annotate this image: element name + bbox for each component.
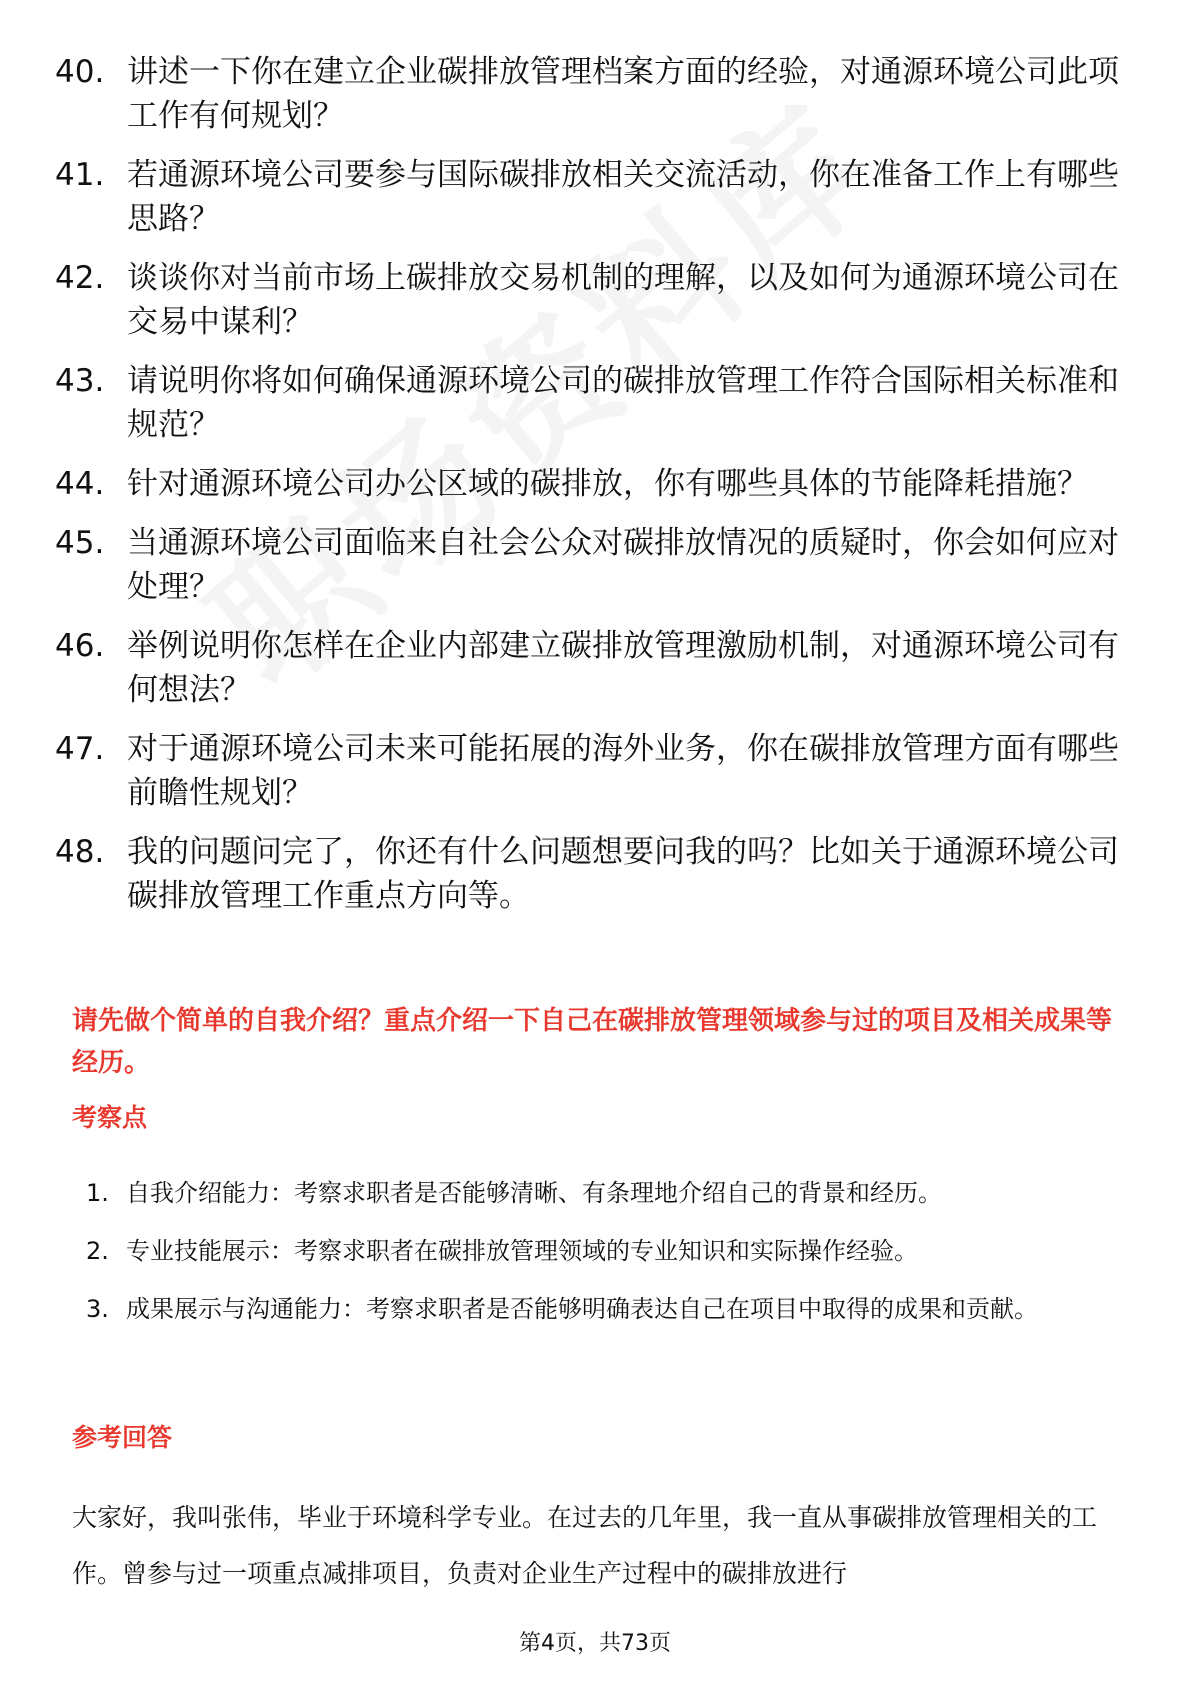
point-number: 1. bbox=[86, 1179, 109, 1207]
question-text: 我的问题问完了，你还有什么问题想要问我的吗？比如关于通源环境公司碳排放管理工作重点方向等。 bbox=[127, 834, 1119, 914]
question-item bbox=[55, 359, 1135, 447]
question-text: 若通源环境公司要参与国际碳排放相关交流活动，你在准备工作上有哪些思路？ bbox=[127, 157, 1119, 237]
assessment-points-list bbox=[86, 1165, 1126, 1339]
question-item bbox=[55, 521, 1135, 609]
question-item bbox=[55, 256, 1135, 344]
question-item bbox=[55, 462, 1135, 506]
assessment-point bbox=[86, 1223, 1126, 1279]
reference-answer-text: 大家好，我叫张伟，毕业于环境科学专业。在过去的几年里，我一直从事碳排放管理相关的工作。曾参与过一项重点减排项目，负责对企业生产过程中的碳排放进行 bbox=[72, 1503, 1098, 1588]
assessment-point bbox=[86, 1281, 1126, 1337]
point-number: 3. bbox=[86, 1295, 109, 1323]
question-text: 当通源环境公司面临来自社会公众对碳排放情况的质疑时，你会如何应对处理？ bbox=[127, 525, 1119, 605]
question-item bbox=[55, 830, 1135, 918]
question-number: 44. bbox=[55, 466, 105, 502]
question-number: 48. bbox=[55, 834, 105, 870]
question-number: 40. bbox=[55, 54, 105, 90]
question-number: 43. bbox=[55, 363, 105, 399]
question-item bbox=[55, 153, 1135, 241]
question-number: 42. bbox=[55, 260, 105, 296]
question-item bbox=[55, 624, 1135, 712]
point-text: 自我介绍能力：考察求职者是否能够清晰、有条理地介绍自己的背景和经历。 bbox=[126, 1179, 942, 1207]
page-footer: 第4页，共73页 bbox=[519, 1631, 671, 1656]
question-number: 41. bbox=[55, 157, 105, 193]
assessment-points-heading: 考察点 bbox=[72, 1103, 148, 1132]
question-text: 对于通源环境公司未来可能拓展的海外业务，你在碳排放管理方面有哪些前瞻性规划？ bbox=[127, 731, 1119, 811]
point-number: 2. bbox=[86, 1237, 109, 1265]
question-text: 请说明你将如何确保通源环境公司的碳排放管理工作符合国际相关标准和规范？ bbox=[127, 363, 1119, 443]
question-text: 讲述一下你在建立企业碳排放管理档案方面的经验，对通源环境公司此项工作有何规划？ bbox=[127, 54, 1119, 134]
question-item bbox=[55, 50, 1135, 138]
question-number: 46. bbox=[55, 628, 105, 664]
assessment-point bbox=[86, 1165, 1126, 1221]
question-text: 举例说明你怎样在企业内部建立碳排放管理激励机制，对通源环境公司有何想法？ bbox=[127, 628, 1119, 708]
question-list bbox=[55, 50, 1135, 933]
point-text: 成果展示与沟通能力：考察求职者是否能够明确表达自己在项目中取得的成果和贡献。 bbox=[126, 1295, 1038, 1323]
point-text: 专业技能展示：考察求职者在碳排放管理领域的专业知识和实际操作经验。 bbox=[126, 1237, 918, 1265]
question-text: 谈谈你对当前市场上碳排放交易机制的理解，以及如何为通源环境公司在交易中谋利？ bbox=[127, 260, 1119, 340]
reference-answer-heading: 参考回答 bbox=[72, 1423, 173, 1452]
question-number: 45. bbox=[55, 525, 105, 561]
question-text: 针对通源环境公司办公区域的碳排放，你有哪些具体的节能降耗措施？ bbox=[127, 466, 1088, 502]
interview-prompt: 请先做个简单的自我介绍？重点介绍一下自己在碳排放管理领域参与过的项目及相关成果等经历。 bbox=[72, 1006, 1113, 1078]
question-item bbox=[55, 727, 1135, 815]
question-number: 47. bbox=[55, 731, 105, 767]
